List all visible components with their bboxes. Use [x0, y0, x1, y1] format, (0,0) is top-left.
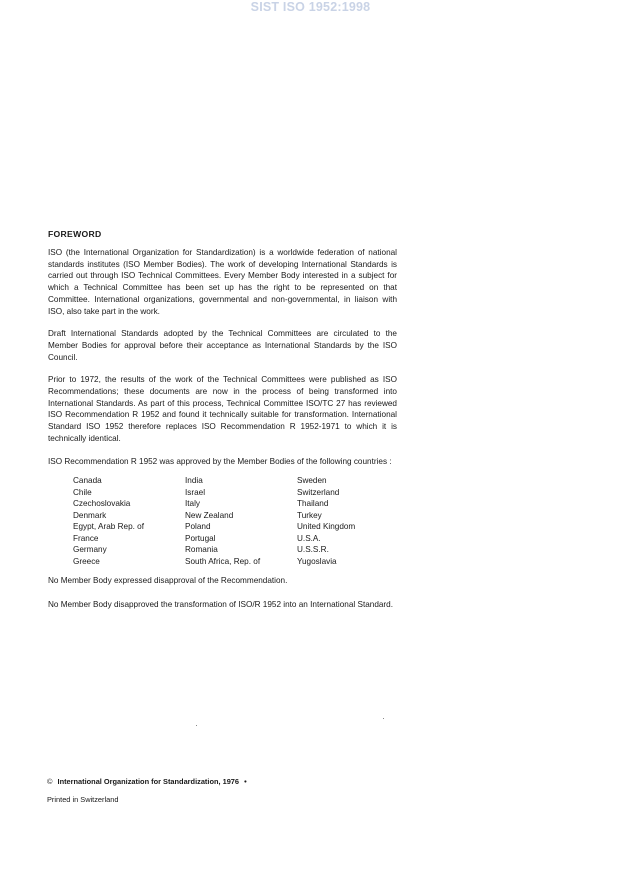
paragraph-prior-1972: Prior to 1972, the results of the work of the Technical Committees were published as ISO Recommendations; these documents are now in the process of being transformed into International Standards. As part of this process, Technical Committee ISO/TC 27 has reviewed ISO Recommendation R 1952 and found it technically suitable for transformation. International Standard ISO 1952 therefore replaces ISO Recommendation R 1952-1971 to which it is technically identical. [48, 375, 397, 443]
printed-in-text: Printed in Switzerland [47, 795, 119, 804]
country-item: India [185, 476, 203, 486]
country-item: Germany [73, 545, 107, 555]
country-item: Poland [185, 522, 211, 532]
paragraph-iso-intro: ISO (the International Organization for Standardization) is a worldwide federation of national standards institutes (ISO Member Bodies). The work of developing International Standards is carried out through ISO Technical Committees. Every Member Body interested in a subject for which a Technical Committee has been set up has the right to be represented on that Committee. International organizations, governmental and non-governmental, in liaison with ISO, also take part in the work. [48, 248, 397, 316]
country-column-2 [185, 475, 260, 567]
country-item: Greece [73, 556, 100, 566]
country-item: Switzerland [297, 487, 340, 497]
country-column-3 [297, 475, 355, 567]
bullet-icon: • [244, 777, 247, 786]
copyright-text: International Organization for Standardization, 1976 [57, 777, 240, 786]
country-column-1 [73, 475, 144, 567]
paragraph-draft-standards: Draft International Standards adopted by the Technical Committees are circulated to the Member Bodies for approval before their acceptance as International Standards by the ISO Council. [48, 329, 397, 362]
country-item: Turkey [297, 510, 322, 520]
country-item: Egypt, Arab Rep. of [73, 522, 145, 532]
scan-speck [196, 725, 197, 726]
paragraph-no-disapproval: No Member Body expressed disapproval of the Recommendation. [48, 576, 288, 586]
foreword-heading: FOREWORD [48, 229, 102, 239]
country-item: Italy [185, 499, 201, 509]
watermark: SIST ISO 1952:1998 [250, 0, 371, 14]
country-item: U.S.A. [297, 533, 321, 543]
country-item: Canada [73, 476, 102, 486]
country-item: Portugal [185, 533, 216, 543]
country-item: Thailand [297, 499, 329, 509]
country-list [48, 475, 397, 566]
scan-speck [383, 718, 384, 719]
country-item: Czechoslovakia [73, 499, 131, 509]
country-item: United Kingdom [297, 522, 356, 532]
copyright-line [47, 777, 247, 787]
country-item: South Africa, Rep. of [185, 556, 261, 566]
country-item: Chile [73, 487, 92, 497]
country-item: Romania [185, 545, 218, 555]
country-item: Israel [185, 487, 206, 497]
paragraph-approval-intro: ISO Recommendation R 1952 was approved by the Member Bodies of the following countries : [48, 456, 392, 466]
country-item: U.S.S.R. [297, 545, 329, 555]
country-item: Sweden [297, 476, 327, 486]
country-item: Denmark [73, 510, 107, 520]
paragraph-no-transformation-disapproval: No Member Body disapproved the transformation of ISO/R 1952 into an International Standard. [48, 599, 393, 609]
country-item: New Zealand [185, 510, 234, 520]
country-item: Yugoslavia [297, 556, 337, 566]
copyright-symbol: © [47, 777, 53, 786]
foreword-section [48, 229, 397, 622]
country-item: France [73, 533, 99, 543]
